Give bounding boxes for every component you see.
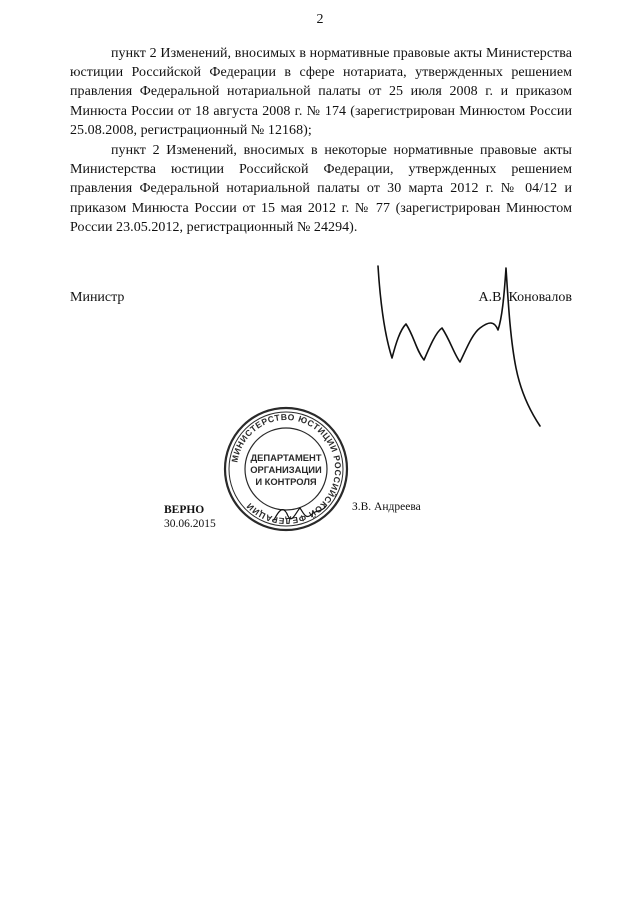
page-number: 2 — [316, 12, 324, 27]
document-body — [70, 44, 572, 238]
signatory-name: А.В. Коновалов — [478, 290, 572, 305]
certification-date: 30.06.2015 — [164, 518, 216, 530]
certifier-signature — [270, 498, 330, 528]
position-title: Министр — [70, 290, 125, 305]
stamp-outer-text: МИНИСТЕРСТВО ЮСТИЦИИ РОССИЙСКОЙ ФЕДЕРАЦИИ — [229, 411, 344, 527]
certification-label: ВЕРНО — [164, 504, 205, 516]
paragraph-1: пункт 2 Изменений, вносимых в нормативные правовые акты Министерства юстиции Российской Федерации в сфере нотариата, утвержденных решением правления Федеральной нотариальной палаты от 25 июля 2008 г. и приказом Минюста России от 18 августа 2008 г. № 174 (зарегистрирован Минюстом России 25.08.2008, регистрационный № 12168); — [70, 46, 572, 138]
certifier-name: З.В. Андреева — [352, 501, 421, 513]
stamp-line-3: И КОНТРОЛЯ — [255, 476, 317, 487]
certification-block — [164, 503, 216, 531]
handwritten-signature — [370, 258, 550, 433]
paragraph-2: пункт 2 Изменений, вносимых в некоторые нормативные правовые акты Министерства юстиции Российской Федерации, утвержденных решением правления Федеральной нотариальной палаты от 30 марта 2012 г. № 04/12 и приказом Минюста России от 15 мая 2012 г. № 77 (зарегистрирован Минюстом России 23.05.2012, регистрационный № 24294). — [70, 143, 572, 235]
stamp-line-2: ОРГАНИЗАЦИИ — [250, 464, 322, 475]
stamp-line-1: ДЕПАРТАМЕНТ — [250, 452, 322, 463]
